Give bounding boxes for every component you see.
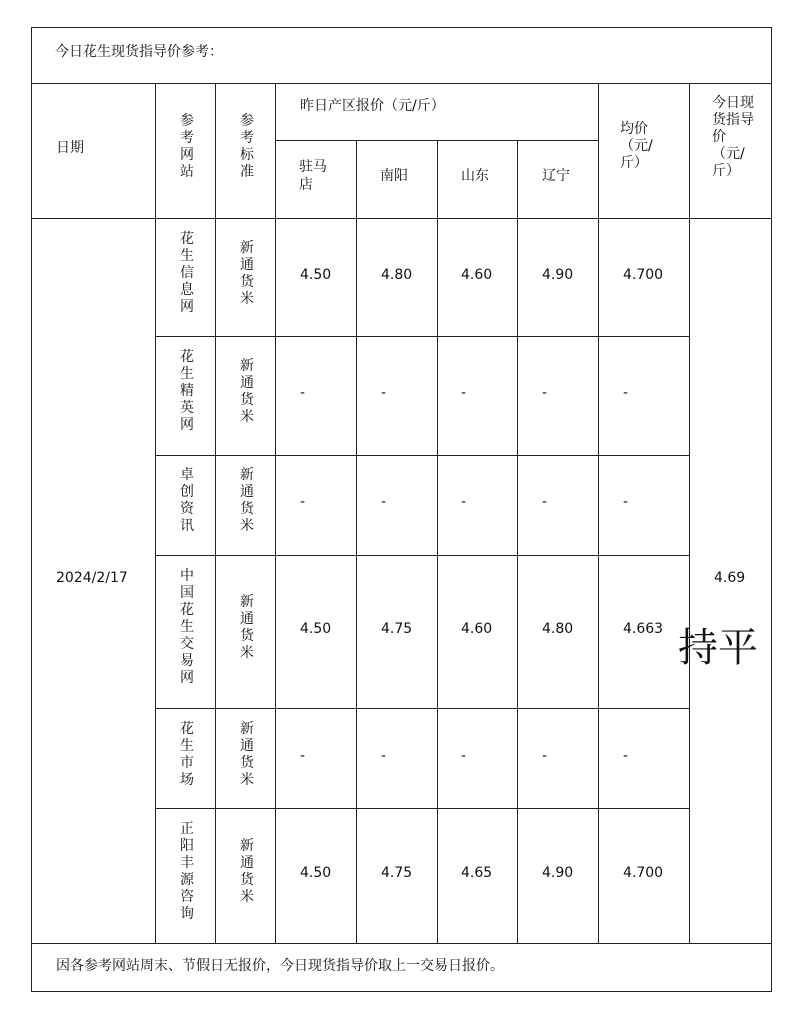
trend-label: 持平 (678, 625, 758, 671)
divider (31, 218, 772, 219)
row-site: 花生市场 (180, 721, 194, 788)
row-shandong: 4.60 (461, 267, 493, 283)
header-guide-price: 今日现货指导价（元/斤） (712, 95, 754, 179)
table-title: 今日花生现货指导价参考： (55, 44, 223, 60)
row-standard: 新通货米 (240, 721, 254, 788)
row-zhumadian: 4.50 (300, 621, 332, 637)
header-region-shandong: 山东 (461, 168, 489, 184)
divider (356, 140, 357, 943)
header-yesterday: 昨日产区报价（元/斤） (300, 98, 445, 114)
row-shandong: - (461, 748, 467, 764)
footnote: 因各参考网站周末、节假日无报价，今日现货指导价取上一交易日报价。 (56, 958, 504, 974)
divider (215, 83, 216, 943)
row-liaoning: 4.90 (542, 267, 574, 283)
row-nanyang: - (381, 494, 387, 510)
row-avg: - (623, 385, 629, 401)
divider (155, 808, 690, 809)
row-avg: 4.700 (623, 267, 664, 283)
divider (155, 555, 690, 556)
row-standard: 新通货米 (240, 594, 254, 661)
row-liaoning: - (542, 748, 548, 764)
divider (155, 83, 156, 943)
row-avg: - (623, 494, 629, 510)
row-standard: 新通货米 (240, 240, 254, 307)
divider (275, 83, 276, 943)
row-liaoning: 4.90 (542, 865, 574, 881)
row-standard: 新通货米 (240, 467, 254, 534)
divider (31, 83, 772, 84)
row-zhumadian: - (300, 385, 306, 401)
header-region-zhumadian: 驻马店 (299, 159, 327, 193)
divider (155, 336, 690, 337)
row-zhumadian: - (300, 494, 306, 510)
row-shandong: 4.65 (461, 865, 493, 881)
header-region-nanyang: 南阳 (380, 168, 408, 184)
row-site: 正阳丰源咨询 (180, 821, 194, 922)
header-site: 参考网站 (180, 113, 194, 180)
row-zhumadian: - (300, 748, 306, 764)
row-zhumadian: 4.50 (300, 267, 332, 283)
divider (598, 83, 599, 943)
row-nanyang: 4.75 (381, 621, 413, 637)
header-date: 日期 (56, 140, 84, 156)
row-avg: 4.663 (623, 621, 664, 637)
row-liaoning: - (542, 385, 548, 401)
row-nanyang: - (381, 385, 387, 401)
row-nanyang: 4.75 (381, 865, 413, 881)
guide-price-value: 4.69 (714, 570, 746, 586)
header-standard: 参考标准 (240, 113, 254, 180)
date-cell: 2024/2/17 (56, 570, 128, 586)
row-site: 卓创资讯 (180, 467, 194, 534)
row-avg: 4.700 (623, 865, 664, 881)
header-avg-price: 均价（元/斤） (620, 121, 653, 171)
row-site: 花生信息网 (180, 231, 194, 315)
row-nanyang: 4.80 (381, 267, 413, 283)
row-site: 花生精英网 (180, 349, 194, 433)
row-shandong: - (461, 385, 467, 401)
divider (689, 83, 690, 943)
row-standard: 新通货米 (240, 358, 254, 425)
row-liaoning: - (542, 494, 548, 510)
divider (31, 943, 772, 944)
divider (437, 140, 438, 943)
row-site: 中国花生交易网 (180, 568, 194, 686)
row-shandong: 4.60 (461, 621, 493, 637)
row-liaoning: 4.80 (542, 621, 574, 637)
header-region-liaoning: 辽宁 (542, 168, 570, 184)
divider (155, 455, 690, 456)
row-avg: - (623, 748, 629, 764)
row-shandong: - (461, 494, 467, 510)
row-nanyang: - (381, 748, 387, 764)
row-standard: 新通货米 (240, 838, 254, 905)
row-zhumadian: 4.50 (300, 865, 332, 881)
divider (155, 708, 690, 709)
divider (517, 140, 518, 943)
